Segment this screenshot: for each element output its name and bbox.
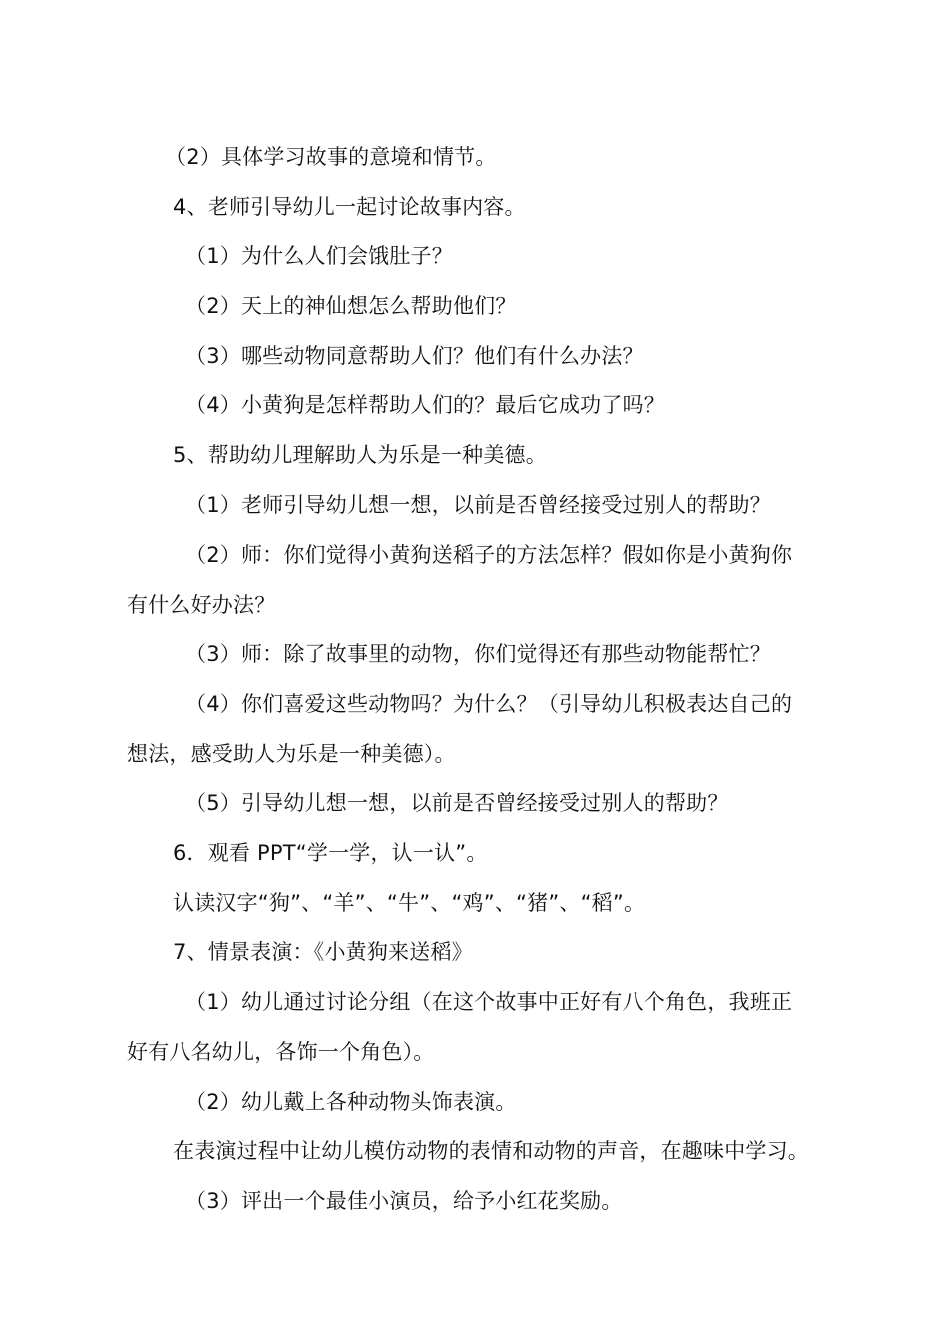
text-line: （2）天上的神仙想怎么帮助他们？ bbox=[185, 294, 517, 318]
text-line: （4）你们喜爱这些动物吗？为什么？（引导幼儿积极表达自己的 bbox=[185, 692, 793, 716]
text-line: （1）老师引导幼儿想一想，以前是否曾经接受过别人的帮助？ bbox=[185, 493, 771, 517]
text-line: （2）幼儿戴上各种动物头饰表演。 bbox=[185, 1090, 517, 1114]
text-line: （3）评出一个最佳小演员，给予小红花奖励。 bbox=[185, 1189, 623, 1213]
section-heading: 7、情景表演：《小黄狗来送稻》 bbox=[173, 940, 473, 964]
section-heading: 4、老师引导幼儿一起讨论故事内容。 bbox=[173, 195, 526, 219]
text-line: （4）小黄狗是怎样帮助人们的？最后它成功了吗？ bbox=[185, 393, 665, 417]
text-line: 有什么好办法？ bbox=[127, 593, 276, 617]
text-line: （5）引导幼儿想一想，以前是否曾经接受过别人的帮助？ bbox=[185, 791, 729, 815]
text-line: 认读汉字“狗”、“羊”、“牛”、“鸡”、“猪”、“稻”。 bbox=[173, 891, 646, 915]
text-line: （2）师：你们觉得小黄狗送稻子的方法怎样？假如你是小黄狗你 bbox=[185, 543, 793, 567]
text-line: （3）哪些动物同意帮助人们？他们有什么办法？ bbox=[185, 344, 644, 368]
text-line: （2）具体学习故事的意境和情节。 bbox=[165, 145, 497, 169]
text-line: 好有八名幼儿，各饰一个角色）。 bbox=[127, 1040, 435, 1064]
section-heading: 5、帮助幼儿理解助人为乐是一种美德。 bbox=[173, 443, 547, 467]
text-line: （1）为什么人们会饿肚子？ bbox=[185, 244, 453, 268]
text-line: （3）师：除了故事里的动物，你们觉得还有那些动物能帮忙？ bbox=[185, 642, 771, 666]
text-line: 想法，感受助人为乐是一种美德）。 bbox=[127, 742, 456, 766]
text-line: 在表演过程中让幼儿模仿动物的表情和动物的声音，在趣味中学习。 bbox=[173, 1139, 809, 1163]
section-heading: 6．观看 PPT“学一学，认一认”。 bbox=[173, 841, 488, 865]
text-line: （1）幼儿通过讨论分组（在这个故事中正好有八个角色，我班正 bbox=[185, 990, 793, 1014]
